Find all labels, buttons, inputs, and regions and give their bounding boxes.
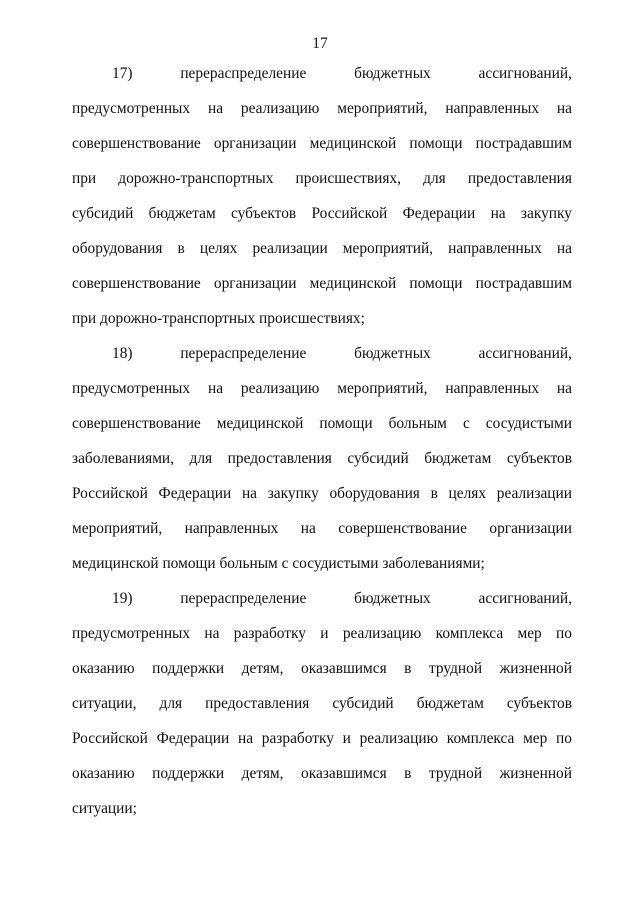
text-line: Российской Федерации на разработку и реализацию комплекса мер по bbox=[72, 730, 572, 747]
text-line: совершенствование медицинской помощи больным с сосудистыми bbox=[72, 415, 572, 432]
text-line: медицинской помощи больным с сосудистыми заболеваниями; bbox=[72, 555, 485, 572]
text-line: субсидий бюджетам субъектов Российской Федерации на закупку bbox=[72, 205, 572, 222]
text-line: совершенствование организации медицинской помощи пострадавшим bbox=[72, 275, 572, 292]
text-line: предусмотренных на разработку и реализацию комплекса мер по bbox=[72, 625, 572, 642]
list-item-18 bbox=[72, 344, 572, 589]
text-line: предусмотренных на реализацию мероприятий, направленных на bbox=[72, 380, 572, 397]
text-line: мероприятий, направленных на совершенствование организации bbox=[72, 520, 572, 537]
list-item-17 bbox=[72, 64, 572, 344]
text-line: совершенствование организации медицинской помощи пострадавшим bbox=[72, 135, 572, 152]
text-line: 18) перераспределение бюджетных ассигнований, bbox=[112, 345, 572, 362]
text-line: оказанию поддержки детям, оказавшимся в трудной жизненной bbox=[72, 660, 572, 677]
text-line: при дорожно-транспортных происшествиях, для предоставления bbox=[72, 170, 572, 187]
text-line: ситуации; bbox=[72, 800, 137, 817]
text-line: 19) перераспределение бюджетных ассигнований, bbox=[112, 590, 572, 607]
list-item-19 bbox=[72, 589, 572, 834]
text-line: при дорожно-транспортных происшествиях; bbox=[72, 310, 365, 327]
text-line: ситуации, для предоставления субсидий бюджетам субъектов bbox=[72, 695, 572, 712]
page-number: 17 bbox=[312, 35, 328, 52]
text-line: заболеваниями, для предоставления субсидий бюджетам субъектов bbox=[72, 450, 572, 467]
text-line: Российской Федерации на закупку оборудования в целях реализации bbox=[72, 485, 572, 502]
text-line: предусмотренных на реализацию мероприятий, направленных на bbox=[72, 100, 572, 117]
text-line: оказанию поддержки детям, оказавшимся в трудной жизненной bbox=[72, 765, 572, 782]
text-line: оборудования в целях реализации мероприятий, направленных на bbox=[72, 240, 572, 257]
text-line: 17) перераспределение бюджетных ассигнований, bbox=[112, 65, 572, 82]
